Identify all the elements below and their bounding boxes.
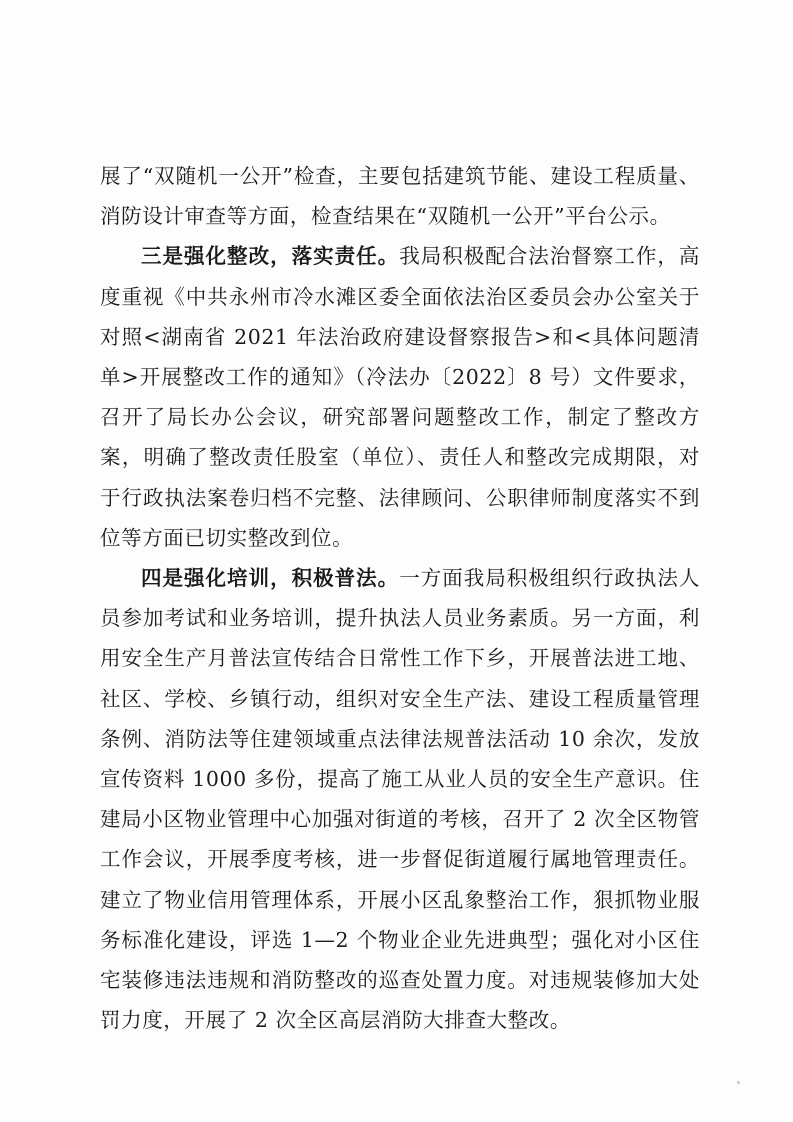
paragraph-text: 一方面我局积极组织行政执法人员参加考试和业务培训，提升执法人员业务素质。另一方面，利用安全生产月普法宣传结合日常性工作下乡，开展普法进工地、社区、学校、乡镇行动，组织对安全生产法、建设工程质量管理条例、消防法等住建领域重点法律法规普法活动 10 余次，发放宣传资料 1000 多份，提高了施工从业人员的安全生产意识。住建局小区物业管理中心加强对街道的考核，召开了 2 次全区物管工作会议，开展季度考核，进一步督促街道履行属地管理责任。建立了物业信用管理体系，开展小区乱象整治工作，狠抓物业服务标准化建设，评选 1—2 个物业企业先进典型；强化对小区住宅装修违法违规和消防整改的巡查处置力度。对违规装修加大处罚力度，开展了 2 次全区高层消防大排查大整改。 <box>100 566 700 1033</box>
paragraph-lead-heading: 三是强化整改，落实责任。 <box>141 244 400 269</box>
paragraph-training <box>100 558 700 1040</box>
paragraph-text: 展了“双随机一公开”检查，主要包括建筑节能、建设工程质量、消防设计审查等方面，检查结果在“双随机一公开”平台公示。 <box>100 164 700 229</box>
paragraph-lead-heading: 四是强化培训，积极普法。 <box>141 566 400 591</box>
paragraph-text: 我局积极配合法治督察工作，高度重视《中共永州市冷水滩区委全面依法治区委员会办公室关于对照<湖南省 2021 年法治政府建设督察报告>和<具体问题清单>开展整改工作的通知》（冷法办〔2022〕8 号）文件要求，召开了局长办公会议，研究部署问题整改工作，制定了整改方案，明确了整改责任股室（单位）、责任人和整改完成期限，对于行政执法案卷归档不完整、法律顾问、公职律师制度落实不到位等方面已切实整改到位。 <box>100 244 700 550</box>
document-body <box>100 156 700 1040</box>
paragraph-inspection-continuation <box>100 156 700 236</box>
paragraph-rectification <box>100 236 700 558</box>
scan-speck <box>737 1081 740 1084</box>
